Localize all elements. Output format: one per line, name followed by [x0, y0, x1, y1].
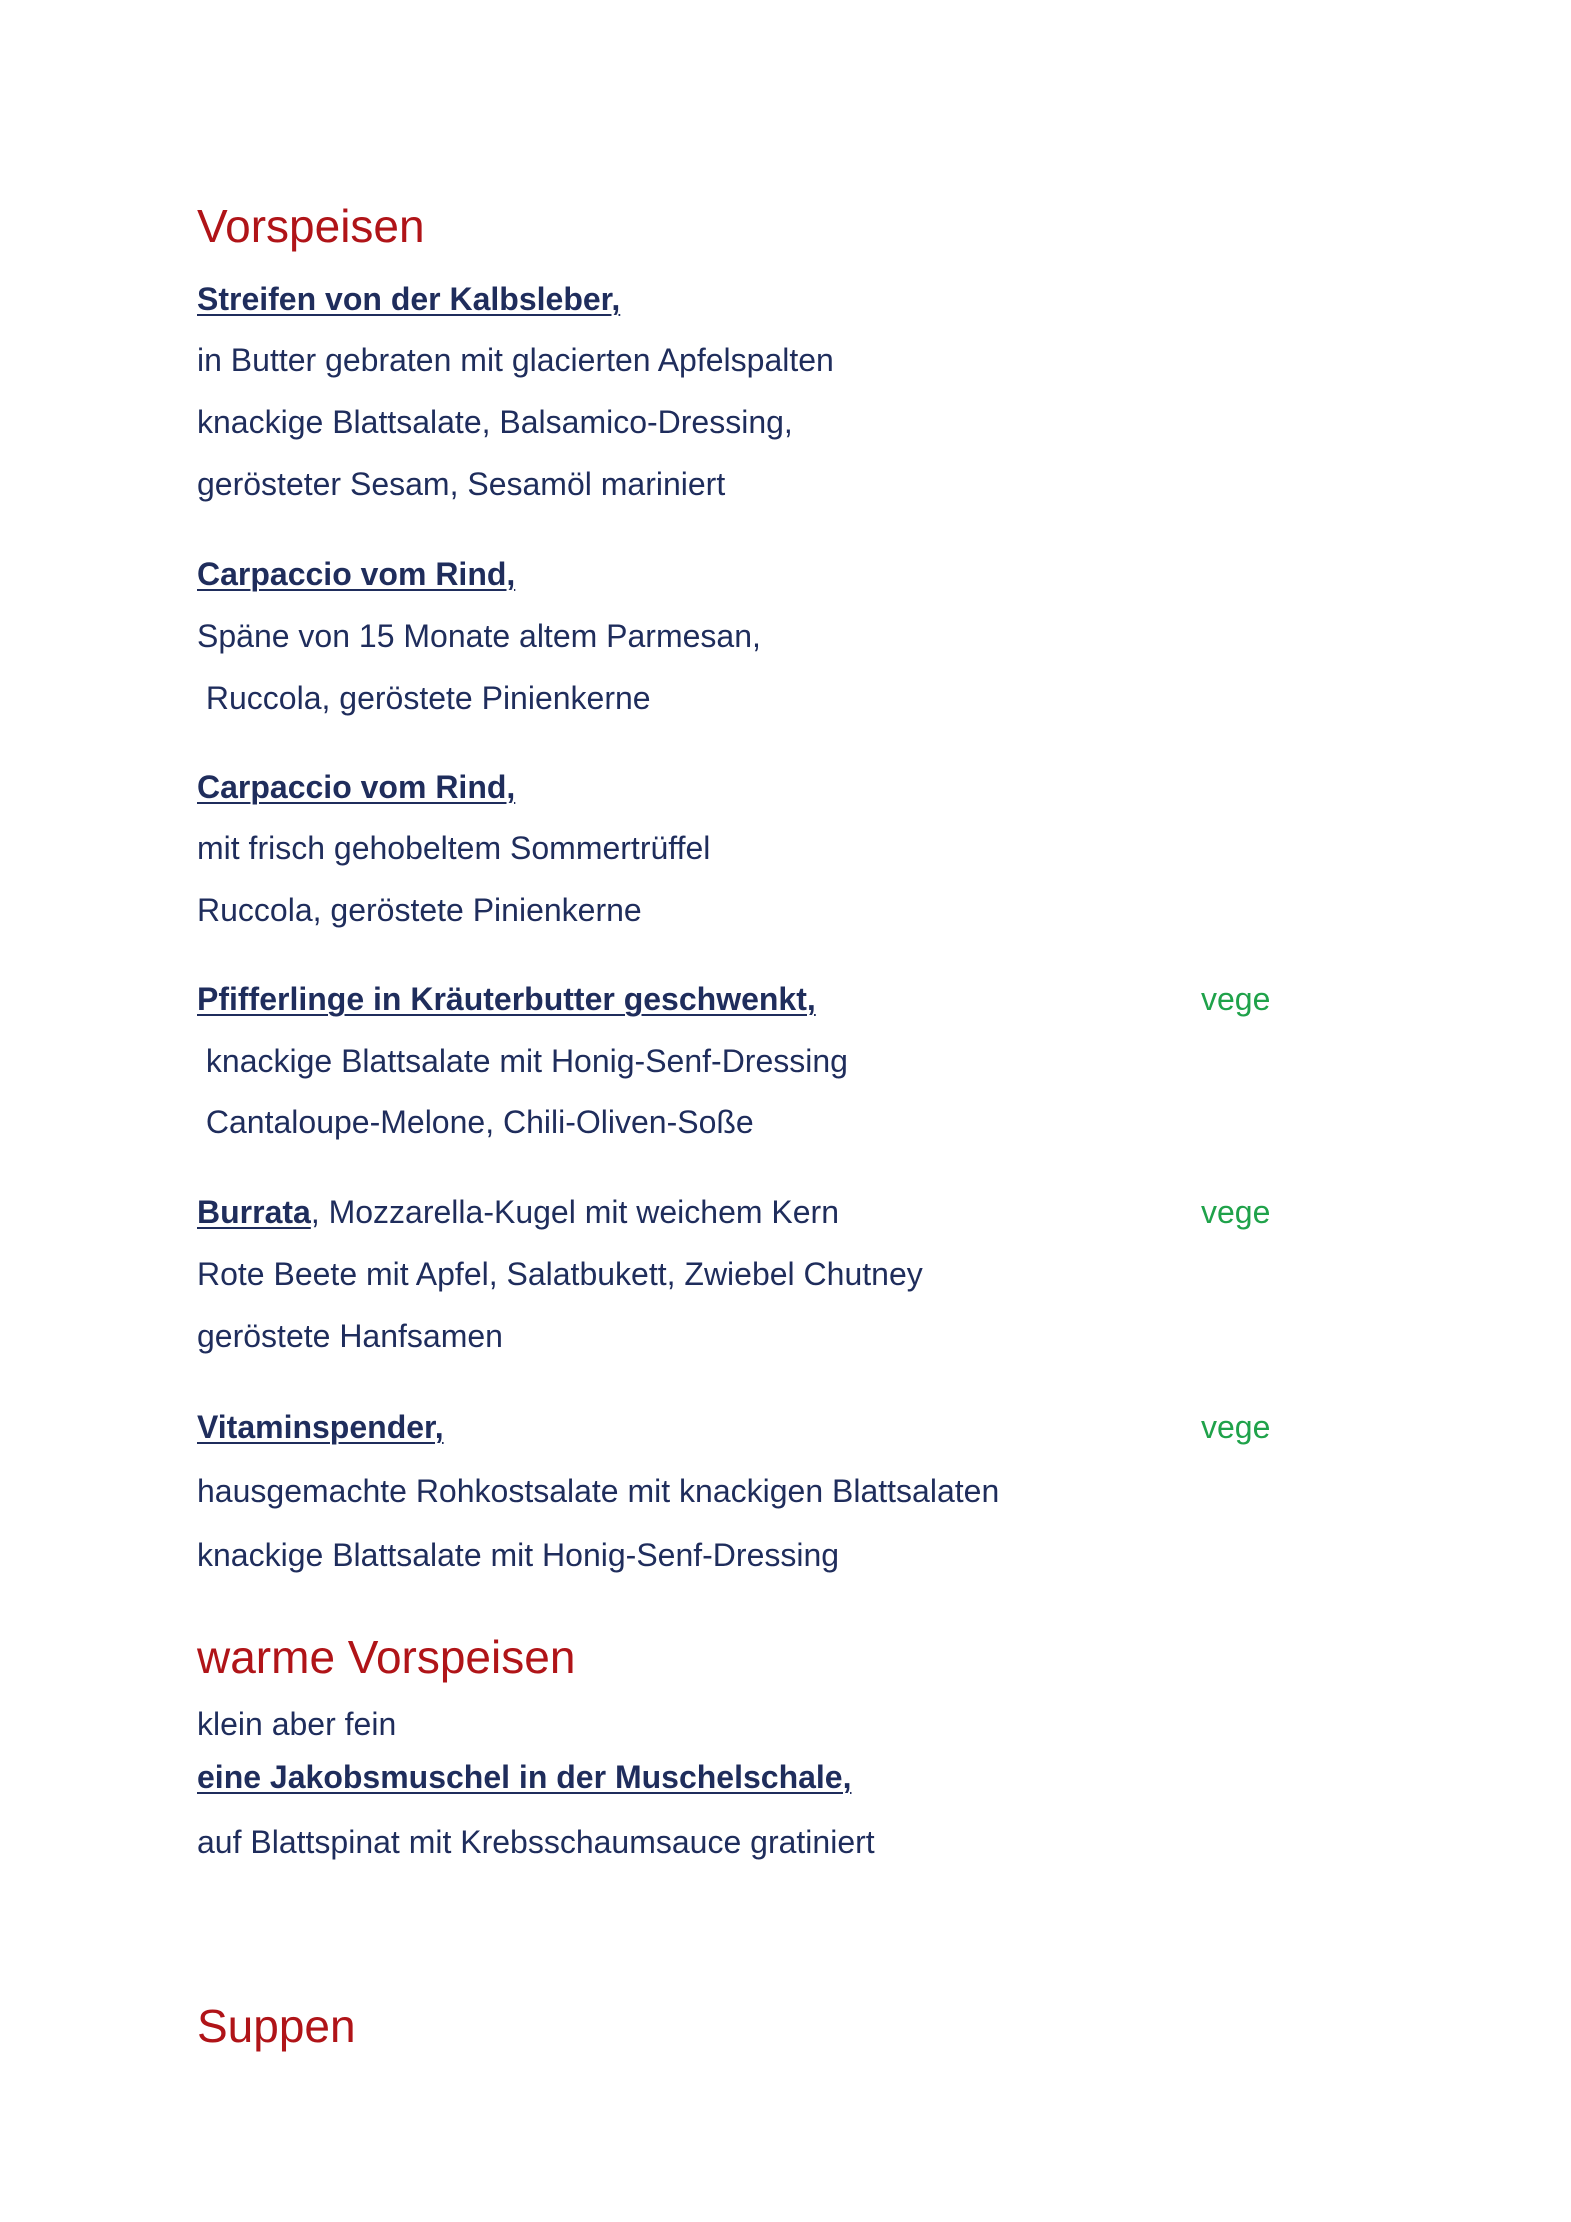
dish-title: Streifen von der Kalbsleber,: [197, 281, 621, 317]
dish-description-line: auf Blattspinat mit Krebsschaumsauce gratiniert: [197, 1824, 875, 1860]
dish-description-line: Rote Beete mit Apfel, Salatbukett, Zwiebel Chutney: [197, 1256, 923, 1292]
dish-description-line: knackige Blattsalate mit Honig-Senf-Dressing: [197, 1537, 840, 1573]
dish-title: Vitaminspender,: [197, 1409, 444, 1445]
dish-title: Carpaccio vom Rind,: [197, 769, 516, 805]
section-heading-vorspeisen: Vorspeisen: [197, 200, 425, 252]
dish-description-line: geröstete Hanfsamen: [197, 1318, 503, 1354]
section-heading-warme-vorspeisen: warme Vorspeisen: [197, 1631, 576, 1683]
dish-description-line: in Butter gebraten mit glacierten Apfelspalten: [197, 342, 834, 378]
dish-description-line: knackige Blattsalate, Balsamico-Dressing,: [197, 404, 793, 440]
section-intro: klein aber fein: [197, 1706, 397, 1742]
dish-title: eine Jakobsmuschel in der Muschelschale,: [197, 1759, 852, 1795]
dish-title: Carpaccio vom Rind,: [197, 556, 516, 592]
vege-badge: vege: [1201, 981, 1271, 1017]
dish-description-line: gerösteter Sesam, Sesamöl mariniert: [197, 466, 726, 502]
dish-description-line: Ruccola, geröstete Pinienkerne: [197, 892, 642, 928]
dish-description-line: Cantaloupe-Melone, Chili-Oliven-Soße: [197, 1104, 754, 1140]
dish-description-line: knackige Blattsalate mit Honig-Senf-Dressing: [197, 1043, 848, 1079]
dish-title-row: [197, 1196, 839, 1228]
vege-badge: vege: [1201, 1194, 1271, 1230]
vege-badge: vege: [1201, 1409, 1271, 1445]
dish-description-line: Späne von 15 Monate altem Parmesan,: [197, 618, 761, 654]
dish-title-suffix: , Mozzarella-Kugel mit weichem Kern: [310, 1194, 839, 1230]
dish-description-line: hausgemachte Rohkostsalate mit knackigen Blattsalaten: [197, 1473, 1000, 1509]
dish-description-line: mit frisch gehobeltem Sommertrüffel: [197, 830, 711, 866]
dish-title: Pfifferlinge in Kräuterbutter geschwenkt,: [197, 981, 816, 1017]
section-heading-suppen: Suppen: [197, 2000, 356, 2052]
dish-title: Burrata: [197, 1194, 311, 1230]
dish-description-line: Ruccola, geröstete Pinienkerne: [197, 680, 651, 716]
